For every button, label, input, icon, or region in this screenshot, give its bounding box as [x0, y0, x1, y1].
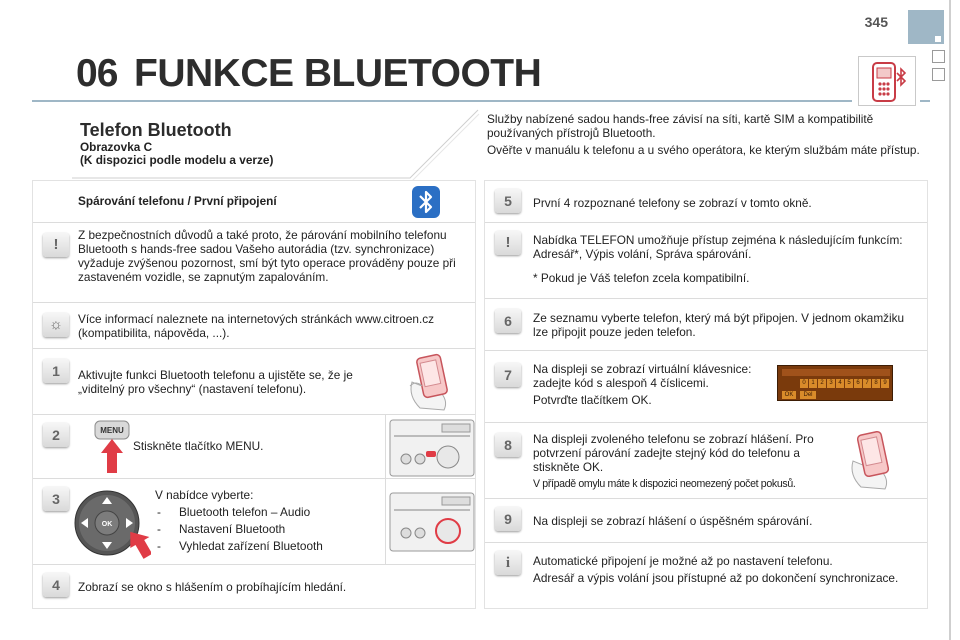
- virtual-keyboard-screen: [777, 365, 893, 401]
- bluetooth-phone-logo: [858, 56, 916, 106]
- tip-text: Více informací naleznete na internetových stránkách www.citroen.cz (kompatibilita, nápověda, ...).: [78, 312, 435, 340]
- keyboard-input-field: [782, 369, 890, 376]
- footnote: * Pokud je Váš telefon zcela kompatibilní.: [533, 271, 750, 285]
- info-text: [533, 554, 903, 588]
- step-1-badge: 1: [43, 359, 69, 383]
- keyboard-digit-key: 0: [800, 379, 808, 388]
- bluetooth-icon: [411, 185, 441, 219]
- warning-text: Z bezpečnostních důvodů a také proto, že párování mobilního telefonu Bluetooth s hands-free sadou Vašeho autorádia (tzv. synchronizace) vyžaduje zvýšenou pozornost, smí být tyto operace prováděny pouze při zastaveném vozidle, se zapnutým zapalováním.: [78, 228, 456, 284]
- left-panel: [32, 180, 476, 609]
- info-paragraph: Adresář a výpis volání jsou přístupné až po dokončení synchronizace.: [533, 571, 899, 585]
- keyboard-digit-row: [800, 379, 889, 388]
- phone-bluetooth-icon: [859, 57, 917, 107]
- compatibility-warning-text: [533, 233, 903, 288]
- tip-icon: ☼: [43, 313, 69, 337]
- step-9-badge: 9: [495, 507, 521, 531]
- step-5-badge: 5: [495, 189, 521, 213]
- phone-in-hand-icon: [839, 429, 911, 493]
- tip-row: [33, 303, 475, 349]
- header-rule: [32, 100, 852, 102]
- keyboard-digit-key: 8: [872, 379, 880, 388]
- pairing-section-row: [33, 181, 475, 223]
- radio-unit-illustration: [385, 479, 477, 565]
- menu-option: - Bluetooth telefon – Audio: [155, 505, 375, 519]
- step-5-row: [485, 181, 927, 223]
- keyboard-digit-key: 1: [809, 379, 817, 388]
- corner-dot: [935, 36, 941, 42]
- step-4-row: [33, 565, 475, 610]
- intro-paragraph: Ověřte v manuálu k telefonu a u svého operátora, ke kterým službám máte přístup.: [487, 143, 920, 157]
- chapter-number: 06: [76, 52, 118, 95]
- radio-panel-icon: [386, 415, 478, 479]
- right-panel: [484, 180, 928, 609]
- step-6-row: [485, 299, 927, 351]
- pairing-code-instruction: Na displeji zvoleného telefonu se zobrazí hlášení. Pro potvrzení párování zadejte stejný kód do telefonu a stiskněte OK.: [533, 432, 814, 474]
- info-paragraph: Automatické připojení je možné až po nastavení telefonu.: [533, 554, 833, 568]
- info-icon: i: [495, 551, 521, 575]
- header-rule: [920, 100, 930, 102]
- keyboard-instruction: Na displeji se zobrazí virtuální klávesnice: zadejte kód s alespoň 4 číslicemi.: [533, 362, 752, 390]
- phone-in-hand-icon: [398, 352, 468, 414]
- intro-text: [487, 113, 927, 162]
- step-4-text: Zobrazí se okno s hlášením o probíhajícím hledání.: [78, 580, 347, 594]
- step-2-badge: 2: [43, 423, 69, 447]
- screen-label: Obrazovka C: [80, 140, 153, 154]
- warning-row: [33, 223, 475, 303]
- step-7-row: [485, 351, 927, 423]
- phone-menu-note: Nabídka TELEFON umožňuje přístup zejména k následujícím funkcím: Adresář*, Výpis volání, Správa spárování.: [533, 233, 903, 261]
- side-marker: [932, 68, 945, 81]
- menu-option: - Vyhledat zařízení Bluetooth: [155, 539, 375, 553]
- step-5-text: První 4 rozpoznané telefony se zobrazí v tomto okně.: [533, 196, 812, 210]
- step-6-badge: 6: [495, 309, 521, 333]
- keyboard-ok-key: OK: [782, 391, 796, 399]
- step-3-intro: V nabídce vyberte:: [155, 488, 254, 502]
- menu-key-illustration: [91, 419, 133, 475]
- step-8-text: [533, 432, 833, 494]
- menu-selection-list: [155, 505, 375, 553]
- step-3-badge: 3: [43, 487, 69, 511]
- keyboard-digit-key: 6: [854, 379, 862, 388]
- title-frame: [70, 106, 480, 182]
- step-8-row: [485, 423, 927, 499]
- info-row: [485, 543, 927, 610]
- pairing-section-title: Spárování telefonu / První připojení: [78, 194, 277, 208]
- availability-note: (K dispozici podle modelu a verze): [80, 153, 274, 167]
- ok-key-label: OK: [101, 521, 113, 528]
- step-7-text: [533, 362, 769, 410]
- step-1-text: Aktivujte funkci Bluetooth telefonu a ujistěte se, že je „viditelný pro všechny“ (nastavení telefonu).: [78, 368, 353, 396]
- keyboard-delete-key: Del: [800, 391, 816, 399]
- step-1-row: [33, 349, 475, 415]
- step-9-text: Na displeji se zobrazí hlášení o úspěšném spárování.: [533, 514, 813, 528]
- intro-paragraph: Služby nabízené sadou hands-free závisí na síti, kartě SIM a kompatibilitě používaných přístrojů Bluetooth.: [487, 112, 874, 140]
- radio-unit-illustration: [385, 415, 477, 479]
- page-spine: [949, 0, 951, 640]
- warning-icon: !: [43, 233, 69, 257]
- keyboard-digit-key: 9: [881, 379, 889, 388]
- warning-icon: !: [495, 231, 521, 255]
- ok-navigation-key-illustration: [69, 485, 151, 561]
- chapter-title: FUNKCE BLUETOOTH: [134, 52, 542, 95]
- step-2-row: [33, 415, 475, 479]
- keyboard-digit-key: 5: [845, 379, 853, 388]
- step-3-row: [33, 479, 475, 565]
- keyboard-digit-key: 7: [863, 379, 871, 388]
- step-6-text: Ze seznamu vyberte telefon, který má být připojen. V jednom okamžiku lze připojit pouze jeden telefon.: [533, 311, 905, 339]
- step-4-badge: 4: [43, 573, 69, 597]
- keyboard-digit-key: 4: [836, 379, 844, 388]
- confirm-instruction: Potvrďte tlačítkem OK.: [533, 393, 652, 407]
- compatibility-warning-row: [485, 223, 927, 299]
- page-title: Telefon Bluetooth: [80, 120, 232, 140]
- menu-key-label: MENU: [100, 426, 124, 435]
- keyboard-digit-key: 3: [827, 379, 835, 388]
- retry-note: V případě omylu máte k dispozici neomezený počet pokusů.: [533, 478, 796, 490]
- radio-panel-icon: [386, 479, 478, 565]
- side-marker: [932, 50, 945, 63]
- menu-option: - Nastavení Bluetooth: [155, 522, 375, 536]
- step-7-badge: 7: [495, 363, 521, 387]
- page-number: 345: [864, 14, 888, 30]
- step-3-text: [155, 488, 375, 553]
- step-8-badge: 8: [495, 433, 521, 457]
- step-2-text: Stiskněte tlačítko MENU.: [133, 439, 264, 453]
- step-9-row: [485, 499, 927, 543]
- keyboard-digit-key: 2: [818, 379, 826, 388]
